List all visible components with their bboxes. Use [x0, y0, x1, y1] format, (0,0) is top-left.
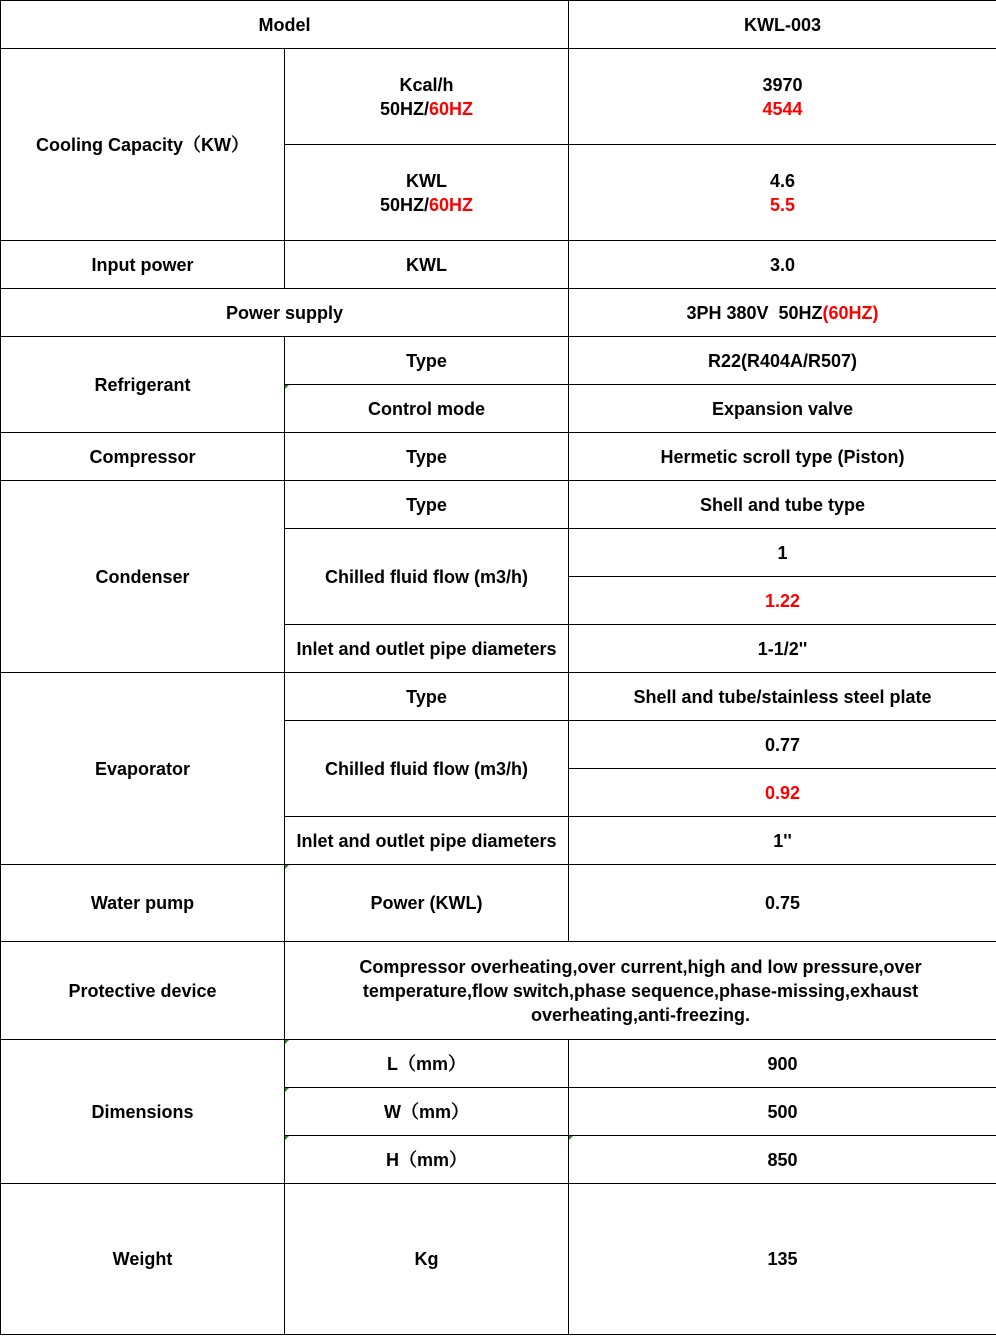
evaporator-type-label: Type [285, 673, 569, 721]
condenser-flow-60: 1.22 [569, 577, 996, 625]
cooling-kwl-value-60: 5.5 [769, 194, 796, 215]
model-value: KWL-003 [569, 1, 996, 49]
water-pump-label: Water pump [1, 865, 285, 942]
cooling-capacity-label: Cooling Capacity（KW） [1, 49, 285, 241]
refrigerant-type-value: R22(R404A/R507) [569, 337, 996, 385]
cooling-kcal-freq [289, 97, 564, 121]
row-compressor [1, 433, 996, 481]
refrigerant-type-label: Type [285, 337, 569, 385]
row-evaporator-type [1, 673, 996, 721]
compressor-type-value: Hermetic scroll type (Piston) [569, 433, 996, 481]
evaporator-pipe-label: Inlet and outlet pipe diameters [285, 817, 569, 865]
evaporator-type-value: Shell and tube/stainless steel plate [569, 673, 996, 721]
compressor-type-label: Type [285, 433, 569, 481]
compressor-label: Compressor [1, 433, 285, 481]
input-power-label: Input power [1, 241, 285, 289]
input-power-unit: KWL [285, 241, 569, 289]
row-power-supply [1, 289, 996, 337]
cooling-kwl-freq [289, 193, 564, 217]
freq-50-text: 50HZ/ [379, 194, 429, 215]
row-dimension-l [1, 1040, 996, 1088]
model-label: Model [1, 1, 569, 49]
row-weight [1, 1184, 996, 1335]
evaporator-label: Evaporator [1, 673, 285, 865]
cooling-kcal-value-50: 3970 [762, 74, 803, 95]
freq-60-text: 60HZ [429, 98, 474, 119]
refrigerant-control-label: Control mode [285, 385, 569, 433]
evaporator-flow-label: Chilled fluid flow (m3/h) [285, 721, 569, 817]
refrigerant-control-value: Expansion valve [569, 385, 996, 433]
row-model [1, 1, 996, 49]
evaporator-flow-50: 0.77 [569, 721, 996, 769]
condenser-pipe-value: 1-1/2'' [569, 625, 996, 673]
condenser-type-value: Shell and tube type [569, 481, 996, 529]
cooling-kwl-value-50: 4.6 [769, 170, 796, 191]
weight-unit: Kg [285, 1184, 569, 1335]
condenser-label: Condenser [1, 481, 285, 673]
weight-value: 135 [569, 1184, 996, 1335]
weight-label: Weight [1, 1184, 285, 1335]
row-water-pump [1, 865, 996, 942]
cooling-kwl-unit: KWL [406, 170, 447, 191]
dimension-w-label: W（mm） [285, 1088, 569, 1136]
dimension-l-value: 900 [569, 1040, 996, 1088]
dimension-h-label: H（mm） [285, 1136, 569, 1184]
condenser-pipe-label: Inlet and outlet pipe diameters [285, 625, 569, 673]
cooling-kcal-value-cell [569, 49, 996, 145]
protective-device-value: Compressor overheating,over current,high and low pressure,over temperature,flow switch,phase sequence,phase-missing,exhaust overheating,anti-freezing. [285, 942, 996, 1040]
row-protective-device [1, 942, 996, 1040]
evaporator-flow-60: 0.92 [569, 769, 996, 817]
evaporator-pipe-value: 1'' [569, 817, 996, 865]
refrigerant-label: Refrigerant [1, 337, 285, 433]
cooling-kwl-unit-cell [285, 145, 569, 241]
dimension-w-value: 500 [569, 1088, 996, 1136]
power-supply-60: (60HZ) [822, 302, 879, 323]
condenser-type-label: Type [285, 481, 569, 529]
input-power-value: 3.0 [569, 241, 996, 289]
power-supply-value [569, 289, 996, 337]
dimension-l-label: L（mm） [285, 1040, 569, 1088]
cooling-kcal-unit: Kcal/h [399, 74, 454, 95]
row-input-power [1, 241, 996, 289]
water-pump-value: 0.75 [569, 865, 996, 942]
freq-60-text: 60HZ [429, 194, 474, 215]
dimensions-label: Dimensions [1, 1040, 285, 1184]
freq-50-text: 50HZ/ [379, 98, 429, 119]
dimension-h-value: 850 [569, 1136, 996, 1184]
cooling-kcal-value-60: 4544 [762, 98, 803, 119]
row-condenser-type [1, 481, 996, 529]
protective-device-label: Protective device [1, 942, 285, 1040]
condenser-flow-50: 1 [569, 529, 996, 577]
water-pump-power-label: Power (KWL) [285, 865, 569, 942]
cooling-kcal-unit-cell [285, 49, 569, 145]
row-cooling-kcal [1, 49, 996, 145]
row-refrigerant-type [1, 337, 996, 385]
power-supply-50: 3PH 380V 50HZ [686, 302, 823, 323]
power-supply-label: Power supply [1, 289, 569, 337]
condenser-flow-label: Chilled fluid flow (m3/h) [285, 529, 569, 625]
cooling-kwl-value-cell [569, 145, 996, 241]
